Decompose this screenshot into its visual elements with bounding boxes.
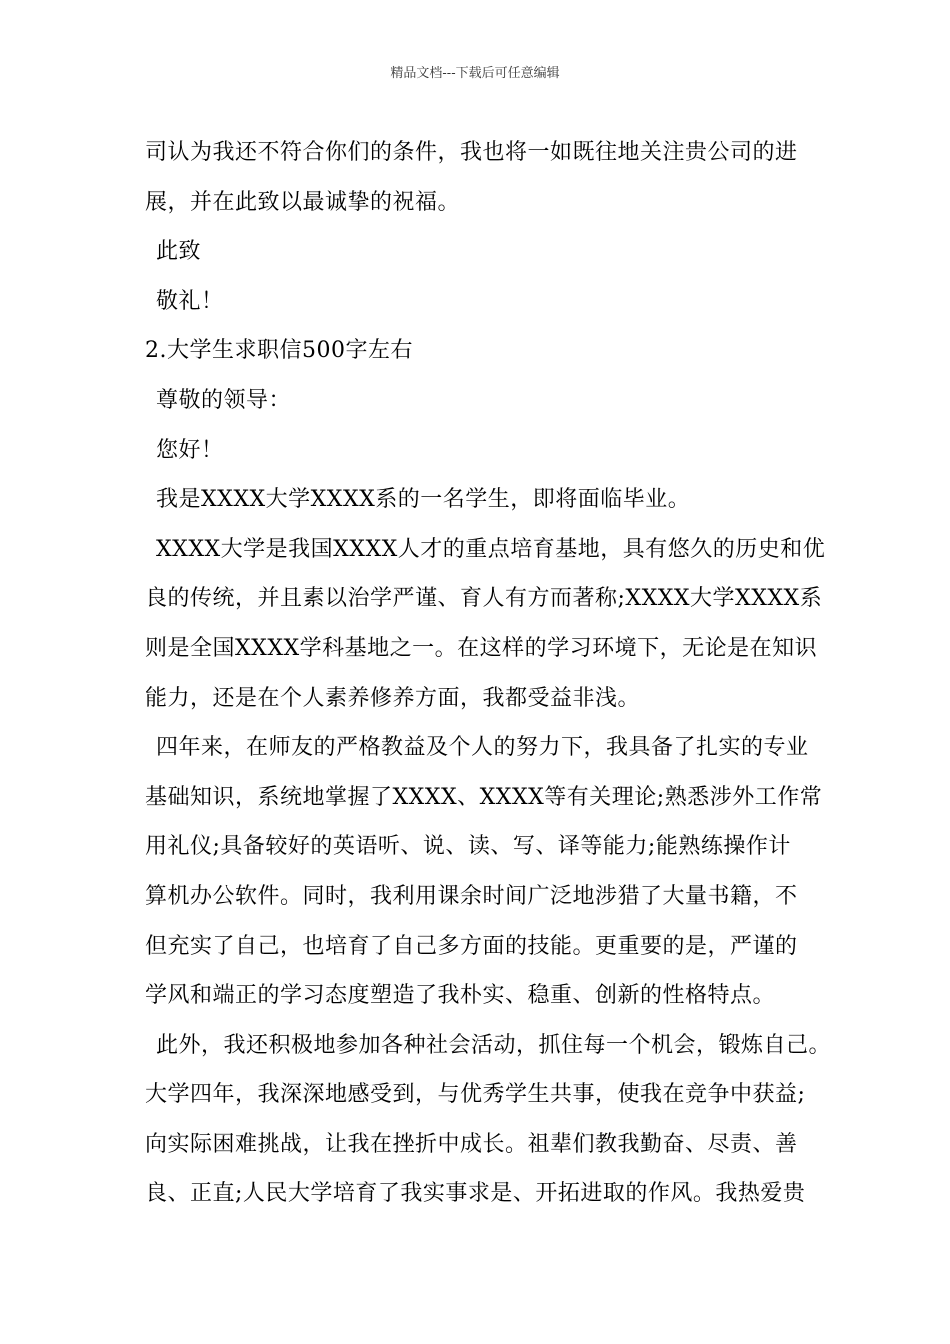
document-body	[145, 128, 832, 1219]
text-line: 则是全国XXXX学科基地之一。在这样的学习环境下，无论是在知识	[145, 635, 818, 661]
page-header: 精品文档---下载后可任意编辑	[390, 66, 560, 81]
text-line: XXXX大学是我国XXXX人才的重点培育基地，具有悠久的历史和优	[156, 536, 826, 562]
text-line: 但充实了自己，也培育了自己多方面的技能。更重要的是，严谨的	[145, 933, 798, 959]
text-line: 您好！	[156, 437, 224, 463]
text-line: 算机办公软件。同时，我利用课余时间广泛地涉猎了大量书籍，不	[145, 883, 798, 909]
text-line: 大学四年，我深深地感受到，与优秀学生共事，使我在竞争中获益;	[145, 1082, 806, 1108]
text-line: 基础知识，系统地掌握了XXXX、XXXX等有关理论;熟悉涉外工作常	[145, 784, 823, 810]
text-line: 司认为我还不符合你们的条件，我也将一如既往地关注贵公司的进	[145, 140, 798, 165]
text-line: 良的传统，并且素以治学严谨、育人有方而著称;XXXX大学XXXX系	[145, 586, 823, 612]
text-line: 学风和端正的学习态度塑造了我朴实、稳重、创新的性格特点。	[145, 983, 776, 1009]
text-line: 敬礼！	[156, 288, 224, 314]
text-line: 此外，我还积极地参加各种社会活动，抓住每一个机会，锻炼自己。	[156, 1032, 832, 1058]
text-line: 尊敬的领导：	[156, 387, 292, 413]
text-line: 能力，还是在个人素养修养方面，我都受益非浅。	[145, 685, 641, 711]
text-line: 向实际困难挑战，让我在挫折中成长。祖辈们教我勤奋、尽责、善	[145, 1131, 798, 1157]
text-line: 我是XXXX大学XXXX系的一名学生，即将面临毕业。	[156, 487, 691, 513]
text-line: 用礼仪;具备较好的英语听、说、读、写、译等能力;能熟练操作计	[145, 834, 791, 860]
text-line: 良、正直;人民大学培育了我实事求是、开拓进取的作风。我热爱贵	[145, 1181, 806, 1207]
text-line: 四年来，在师友的严格教益及个人的努力下，我具备了扎实的专业	[156, 735, 809, 761]
text-line: 展，并在此致以最诚挚的祝福。	[145, 189, 461, 215]
text-line: 此致	[156, 239, 202, 265]
text-line: 2.大学生求职信500字左右	[145, 338, 413, 364]
